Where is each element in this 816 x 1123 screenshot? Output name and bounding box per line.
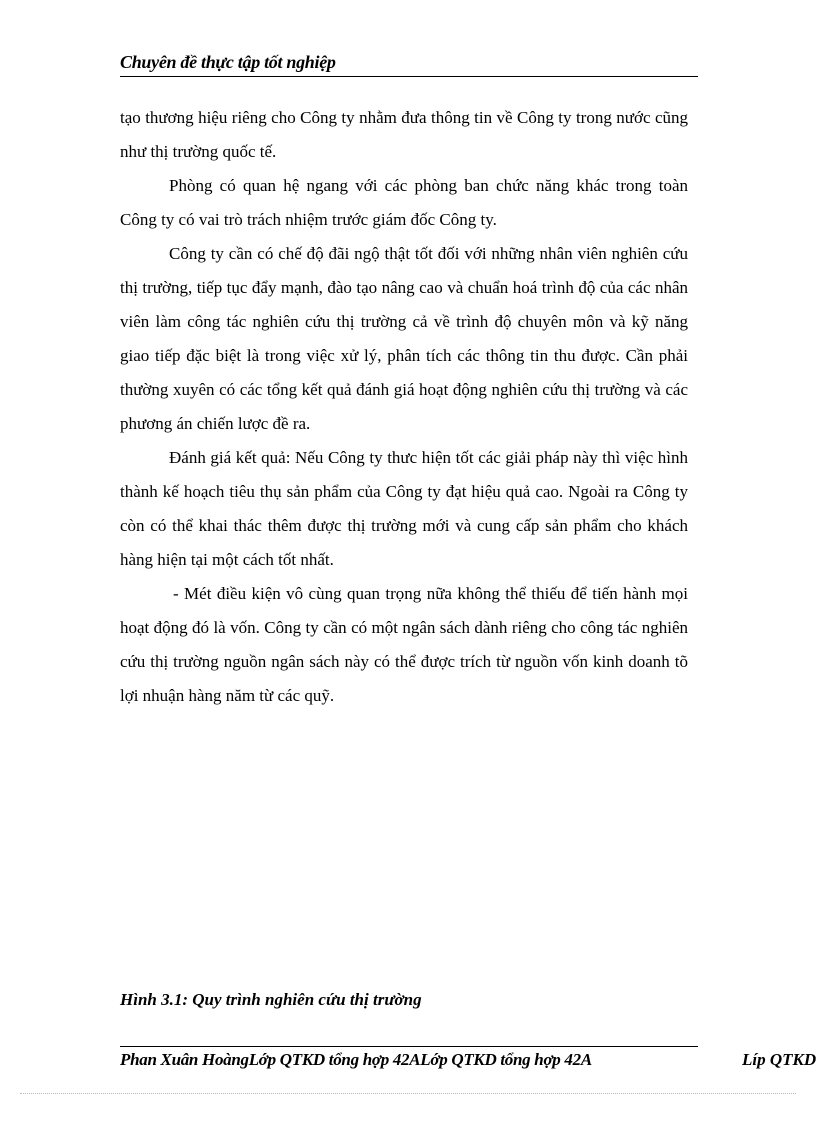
paragraph-2: Phòng có quan hệ ngang với các phòng ban chức năng khác trong toàn Công ty có vai trò trách nhiệm trước giám đốc Công ty. — [120, 176, 688, 229]
footer-author-class: Phan Xuân HoàngLớp QTKD tổng hợp 42ALớp QTKD tổng hợp 42A — [120, 1050, 592, 1069]
page-edge-divider — [20, 1093, 796, 1094]
document-body — [120, 101, 688, 713]
page-header — [120, 52, 698, 77]
figure-caption: Hình 3.1: Quy trình nghiên cứu thị trường — [120, 990, 422, 1009]
paragraph-5: - Mét điều kiện vô cùng quan trọng nữa không thể thiếu để tiến hành mọi hoạt động đó là vốn. Công ty cần có một ngân sách dành riêng cho công tác nghiên cứu thị trường nguồn ngân sách này có thể được trích từ nguồn vốn kinh doanh tõ lợi nhuận hàng năm từ các quỹ. — [120, 584, 688, 705]
footer-rule — [120, 1046, 698, 1047]
paragraph-3: Công ty cần có chế độ đãi ngộ thật tốt đối với những nhân viên nghiên cứu thị trường, tiếp tục đẩy mạnh, đào tạo nâng cao và chuẩn hoá trình độ của các nhân viên làm công tác nghiên cứu thị trường cả về trình độ chuyên môn và kỹ năng giao tiếp đặc biệt là trong việc xử lý, phân tích các thông tin thu được. Cần phải thường xuyên có các tổng kết quả đánh giá hoạt động nghiên cứu thị trường và các phương án chiến lược đề ra. — [120, 244, 688, 433]
header-title: Chuyên đề thực tập tốt nghiệp — [120, 52, 336, 72]
paragraph-1: tạo thương hiệu riêng cho Công ty nhằm đưa thông tin về Công ty trong nước cũng như thị trường quốc tế. — [120, 108, 688, 161]
footer-class-right: Líp QTKD — [742, 1050, 816, 1069]
paragraph-4: Đánh giá kết quả: Nếu Công ty thưc hiện tốt các giải pháp này thì việc hình thành kế hoạch tiêu thụ sản phẩm của Công ty đạt hiệu quả cao. Ngoài ra Công ty còn có thể khai thác thêm được thị trường mới và cung cấp sản phẩm cho khách hàng hiện tại một cách tốt nhất. — [120, 448, 688, 569]
